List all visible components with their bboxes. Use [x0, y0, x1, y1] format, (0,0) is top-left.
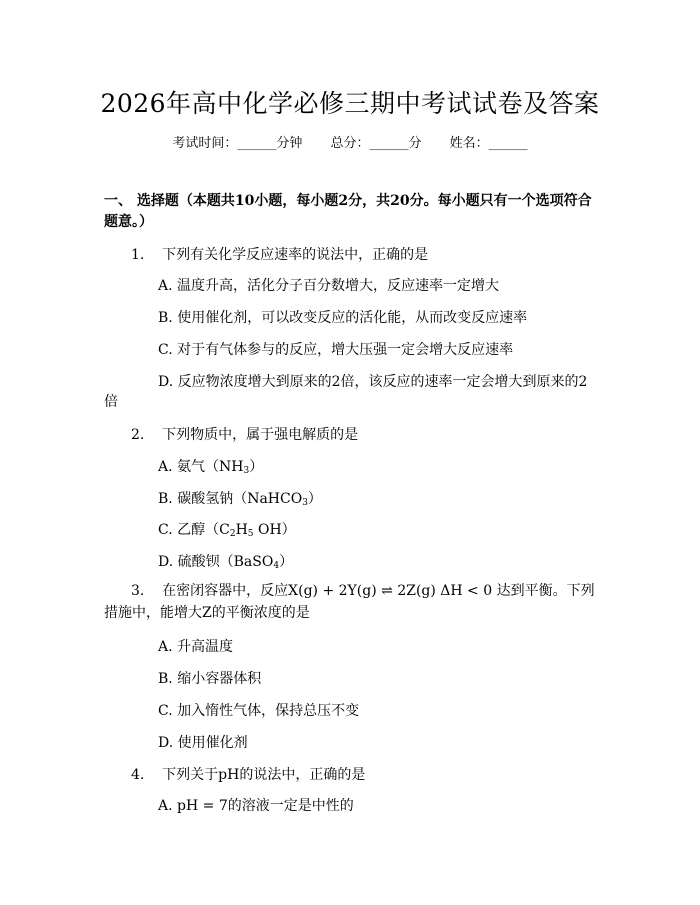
- option-2b[interactable]: [158, 490, 322, 508]
- option-2c[interactable]: [158, 521, 296, 539]
- name-field: [450, 132, 528, 151]
- option-text: ）: [249, 459, 264, 475]
- subscript: 2: [229, 529, 236, 539]
- question-number: 1.: [131, 247, 145, 263]
- option-text: H: [235, 522, 248, 538]
- question-stem: 下列关于pH的说法中，正确的是: [162, 767, 366, 783]
- option-text: OH）: [253, 522, 296, 538]
- option-3d[interactable]: D. 使用催化剂: [158, 735, 248, 751]
- question-2: [131, 426, 358, 444]
- question-stem: 下列物质中，属于强电解质的是: [162, 427, 359, 443]
- subscript: 3: [243, 466, 250, 476]
- page-title: 2026年高中化学必修三期中考试试卷及答案: [100, 89, 600, 118]
- subscript: 4: [273, 561, 280, 571]
- section-heading: 一、 选择题（本题共10小题，每小题2分，共20分。每小题只有一个选项符合题意。）: [104, 193, 592, 230]
- option-1a[interactable]: A. 温度升高，活化分子百分数增大，反应速率一定增大: [158, 278, 500, 294]
- exam-info-line: [0, 132, 700, 151]
- subscript: 3: [302, 498, 308, 508]
- option-text: ）: [279, 554, 294, 570]
- name-label: 姓名：: [449, 136, 489, 151]
- option-text: D. 硫酸钡（BaSO: [158, 554, 274, 570]
- option-1d[interactable]: D. 反应物浓度增大到原来的2倍，该反应的速率一定会增大到原来的2: [158, 374, 588, 390]
- option-3a[interactable]: A. 升高温度: [158, 639, 234, 655]
- name-blank: ______: [488, 136, 528, 151]
- option-4a[interactable]: A. pH = 7的溶液一定是中性的: [158, 798, 354, 814]
- option-3b[interactable]: B. 缩小容器体积: [158, 671, 262, 687]
- question-1: [131, 246, 428, 264]
- option-text: A. 氨气（NH: [158, 459, 244, 475]
- time-blank: ______: [237, 136, 277, 151]
- time-unit: 分钟: [276, 136, 303, 151]
- question-4: [131, 766, 365, 784]
- option-text: B. 碳酸氢钠（NaHCO: [158, 491, 303, 507]
- option-text: C. 乙醇（C: [158, 522, 230, 538]
- exam-time-field: [172, 132, 302, 151]
- total-score-field: [330, 132, 421, 151]
- question-3: [104, 580, 598, 624]
- question-number: 3.: [131, 583, 145, 599]
- option-1c[interactable]: C. 对于有气体参与的反应，增大压强一定会增大反应速率: [158, 342, 514, 358]
- option-2a[interactable]: [158, 458, 263, 476]
- question-stem: 在密闭容器中，反应X(g) + 2Y(g) ⇌ 2Z(g) ΔH < 0 达到平衡。下列措施中，能增大Z的平衡浓度的是: [104, 583, 595, 621]
- score-label: 总分：: [330, 136, 370, 151]
- option-2d[interactable]: [158, 553, 293, 571]
- question-stem: 下列有关化学反应速率的说法中，正确的是: [162, 247, 429, 263]
- option-1b[interactable]: B. 使用催化剂，可以改变反应的活化能，从而改变反应速率: [158, 310, 528, 326]
- score-blank: ______: [369, 136, 409, 151]
- subscript: 5: [247, 529, 254, 539]
- score-unit: 分: [408, 136, 422, 151]
- question-number: 4.: [131, 767, 145, 783]
- option-3c[interactable]: C. 加入惰性气体，保持总压不变: [158, 703, 360, 719]
- question-number: 2.: [131, 427, 145, 443]
- option-1d-continuation: 倍: [104, 394, 118, 410]
- option-text: ）: [307, 491, 322, 507]
- time-label: 考试时间：: [172, 136, 238, 151]
